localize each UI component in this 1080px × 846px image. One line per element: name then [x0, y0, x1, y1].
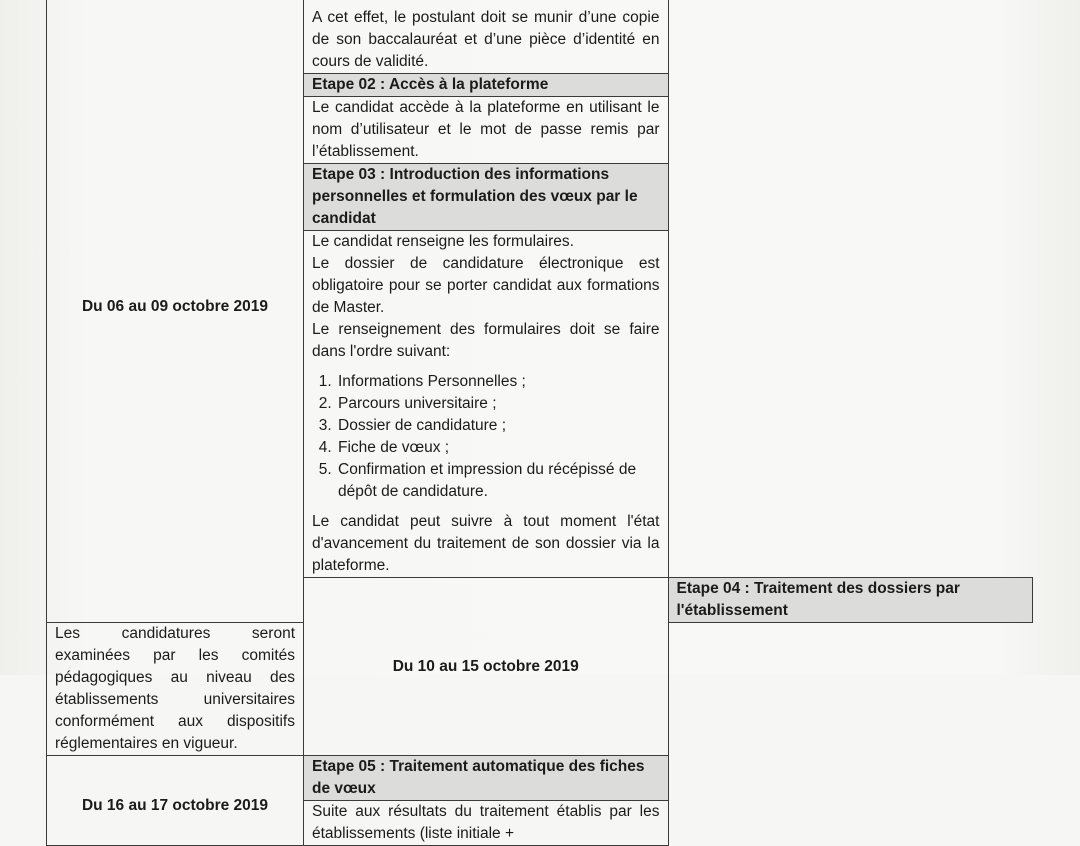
step-03-body [304, 231, 669, 578]
date-cell: Du 06 au 09 octobre 2019 [47, 0, 304, 623]
paragraph: Suite aux résultats du traitement établis par les établissements (liste initiale + [312, 803, 660, 842]
paragraph: Le renseignement des formulaires doit se faire dans l'ordre suivant: [312, 321, 660, 360]
table-row [47, 756, 1033, 801]
step-title: Etape 05 : Traitement automatique des fiches de vœux [304, 756, 669, 801]
list-item: 1. Informations Personnelles ; [336, 371, 660, 393]
form-order-list [312, 371, 660, 503]
paragraph: Les candidatures seront examinées par les comités pédagogiques au niveau des établissements universitaires conformément aux dispositifs réglementaires en vigueur. [55, 625, 295, 752]
step-02-body [304, 97, 669, 164]
paragraph: Le dossier de candidature électronique est obligatoire pour se porter candidat aux formations de Master. [312, 255, 660, 316]
list-item: 5. Confirmation et impression du récépissé de dépôt de candidature. [336, 459, 660, 503]
schedule-table [46, 0, 1033, 846]
date-cell: Du 10 au 15 octobre 2019 [304, 578, 669, 756]
step-title: Etape 02 : Accès à la plateforme [304, 74, 669, 97]
paragraph: Le candidat renseigne les formulaires. [312, 233, 574, 250]
step-title: Etape 04 : Traitement des dossiers par l'établissement [668, 578, 1033, 623]
list-item: 3. Dossier de candidature ; [336, 415, 660, 437]
step-05-body [304, 801, 669, 846]
step-01-body [304, 0, 669, 74]
step-title: Etape 03 : Introduction des informations personnelles et formulation des vœux par le candidat [304, 164, 669, 231]
paragraph: Le candidat accède à la plateforme en utilisant le nom d’utilisateur et le mot de passe remis par l’établissement. [312, 99, 660, 160]
paragraph: Le candidat peut suivre à tout moment l'état d'avancement du traitement de son dossier via la plateforme. [312, 513, 660, 574]
table-row [47, 0, 1033, 74]
date-cell: Du 16 au 17 octobre 2019 [47, 756, 304, 846]
list-item: 4. Fiche de vœux ; [336, 437, 660, 459]
list-item: 2. Parcours universitaire ; [336, 393, 660, 415]
paragraph: A cet effet, le postulant doit se munir d’une copie de son baccalauréat et d’une pièce d’identité en cours de validité. [312, 9, 660, 70]
step-04-body [47, 623, 304, 756]
